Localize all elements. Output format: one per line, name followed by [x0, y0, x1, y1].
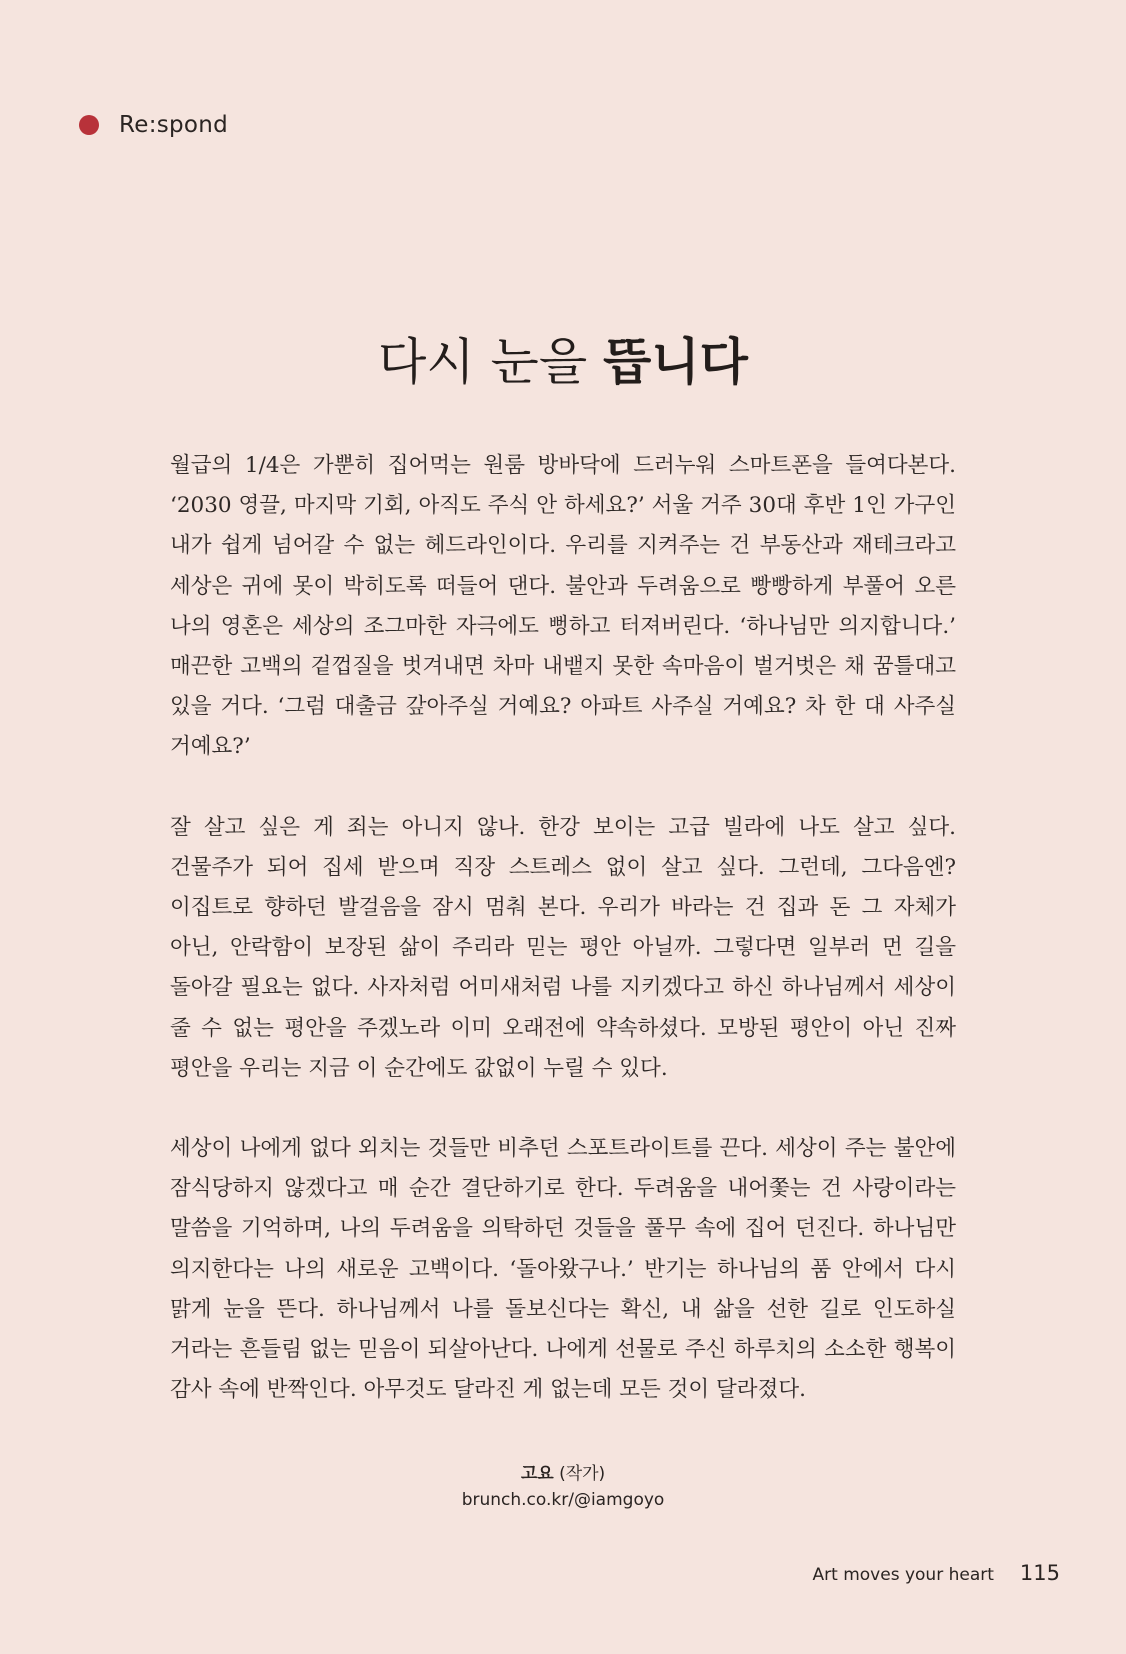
section-label: Re:spond — [119, 112, 229, 138]
footer-tagline: Art moves your heart — [812, 1565, 994, 1585]
article-paragraph-3: 세상이 나에게 없다 외치는 것들만 비추던 스포트라이트를 끈다. 세상이 주는 불안에 잠식당하지 않겠다고 매 순간 결단하기로 한다. 두려움을 내어쫓는 건 사랑이라는 말씀을 기억하며, 나의 두려움을 의탁하던 것들을 풀무 속에 집어 던진다. 하나님만 의지한다는 나의 새로운 고백이다. ‘돌아왔구나.’ 반기는 하나님의 품 안에서 다시 맑게 눈을 뜬다. 하나님께서 나를 돌보신다는 확신, 내 삶을 선한 길로 인도하실 거라는 흔들림 없는 믿음이 되살아난다. 나에게 선물로 주신 하루치의 소소한 행복이 감사 속에 반짝인다. 아무것도 달라진 게 없는데 모든 것이 달라졌다. — [170, 1136, 956, 1403]
article-body — [170, 446, 956, 1450]
article-paragraph-2: 잘 살고 싶은 게 죄는 아니지 않나. 한강 보이는 고급 빌라에 나도 살고 싶다. 건물주가 되어 집세 받으며 직장 스트레스 없이 살고 싶다. 그런데, 그다음엔? 이집트로 향하던 발걸음을 잠시 멈춰 본다. 우리가 바라는 건 집과 돈 그 자체가 아닌, 안락함이 보장된 삶이 주리라 믿는 평안 아닐까. 그렇다면 일부러 먼 길을 돌아갈 필요는 없다. 사자처럼 어미새처럼 나를 지키겠다고 하신 하나님께서 세상이 줄 수 없는 평안을 주겠노라 이미 오래전에 약속하셨다. 모방된 평안이 아닌 진짜 평안을 우리는 지금 이 순간에도 값없이 누릴 수 있다. — [170, 814, 956, 1081]
author-url: brunch.co.kr/@iamgoyo — [461, 1490, 665, 1510]
author-role: (작가) — [553, 1464, 606, 1484]
section-bullet-dot — [79, 115, 99, 135]
page-number: 115 — [1019, 1561, 1060, 1585]
author-byline — [0, 1461, 1126, 1513]
article-title — [0, 322, 1126, 394]
article-title-regular: 다시 눈을 — [378, 333, 604, 391]
section-header — [79, 112, 228, 138]
author-name: 고요 — [520, 1464, 554, 1484]
article-paragraph-1: 월급의 1/4은 가뿐히 집어먹는 원룸 방바닥에 드러누워 스마트폰을 들여다본다. ‘2030 영끌, 마지막 기회, 아직도 주식 안 하세요?’ 서울 거주 30대 후반 1인 가구인 내가 쉽게 넘어갈 수 없는 헤드라인이다. 우리를 지켜주는 건 부동산과 재테크라고 세상은 귀에 못이 박히도록 떠들어 댄다. 불안과 두려움으로 빵빵하게 부풀어 오른 나의 영혼은 세상의 조그마한 자극에도 뻥하고 터져버린다. ‘하나님만 의지합니다.’ 매끈한 고백의 겉껍질을 벗겨내면 차마 내뱉지 못한 속마음이 벌거벗은 채 꿈틀대고 있을 거다. ‘그럼 대출금 갚아주실 거예요? 아파트 사주실 거예요? 차 한 대 사주실 거예요?’ — [170, 453, 956, 760]
article-title-bold: 뜹니다 — [603, 332, 748, 391]
page-footer — [813, 1561, 1060, 1585]
author-line — [0, 1461, 1126, 1487]
